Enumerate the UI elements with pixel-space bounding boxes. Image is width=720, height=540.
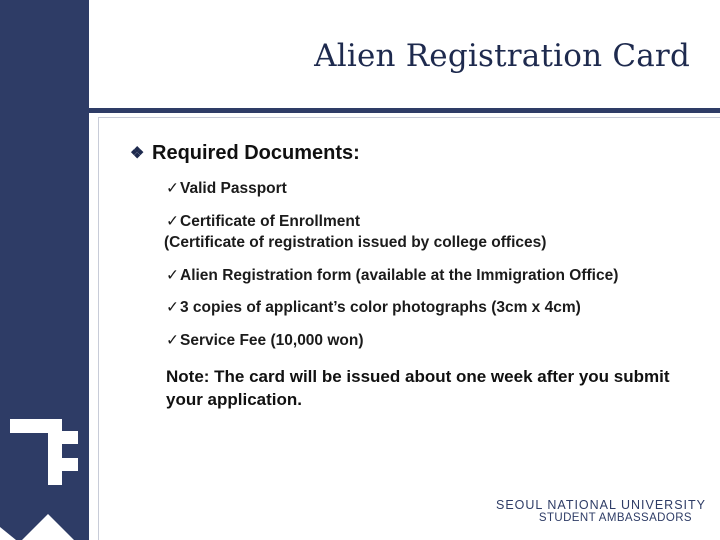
list-item-text: 3 copies of applicant’s color photographs (3cm x 4cm) bbox=[180, 299, 581, 316]
left-sidebar-band bbox=[0, 0, 89, 540]
list-item-text: Alien Registration form (available at the Immigration Office) bbox=[180, 267, 619, 284]
list-item bbox=[166, 297, 581, 318]
list-item bbox=[166, 265, 618, 286]
section-heading bbox=[130, 142, 360, 165]
slide-title: Alien Registration Card bbox=[314, 38, 690, 74]
list-item bbox=[166, 211, 360, 232]
footer-program: STUDENT AMBASSADORS bbox=[538, 512, 692, 524]
note-text: Note: The card will be issued about one week after you submit your application. bbox=[166, 367, 670, 409]
check-mark-icon: ✓ bbox=[166, 213, 179, 230]
list-item-text: Valid Passport bbox=[180, 180, 287, 197]
footer-university: SEOUL NATIONAL UNIVERSITY bbox=[496, 498, 706, 512]
list-item bbox=[166, 178, 287, 199]
list-item-text: Service Fee (10,000 won) bbox=[180, 332, 364, 349]
check-mark-icon: ✓ bbox=[166, 267, 179, 284]
list-item bbox=[166, 330, 364, 351]
section-heading-text: Required Documents: bbox=[152, 142, 360, 164]
check-mark-icon: ✓ bbox=[166, 180, 179, 197]
list-item-text: Certificate of Enrollment bbox=[180, 213, 360, 230]
title-underline-bar bbox=[89, 108, 720, 113]
footer-branding bbox=[496, 498, 706, 524]
list-item-subtext: (Certificate of registration issued by college offices) bbox=[164, 234, 547, 251]
snu-logo-mark-icon bbox=[0, 415, 89, 540]
diamond-bullet-icon: ❖ bbox=[130, 145, 145, 162]
check-mark-icon: ✓ bbox=[166, 332, 179, 349]
check-mark-icon: ✓ bbox=[166, 299, 179, 316]
